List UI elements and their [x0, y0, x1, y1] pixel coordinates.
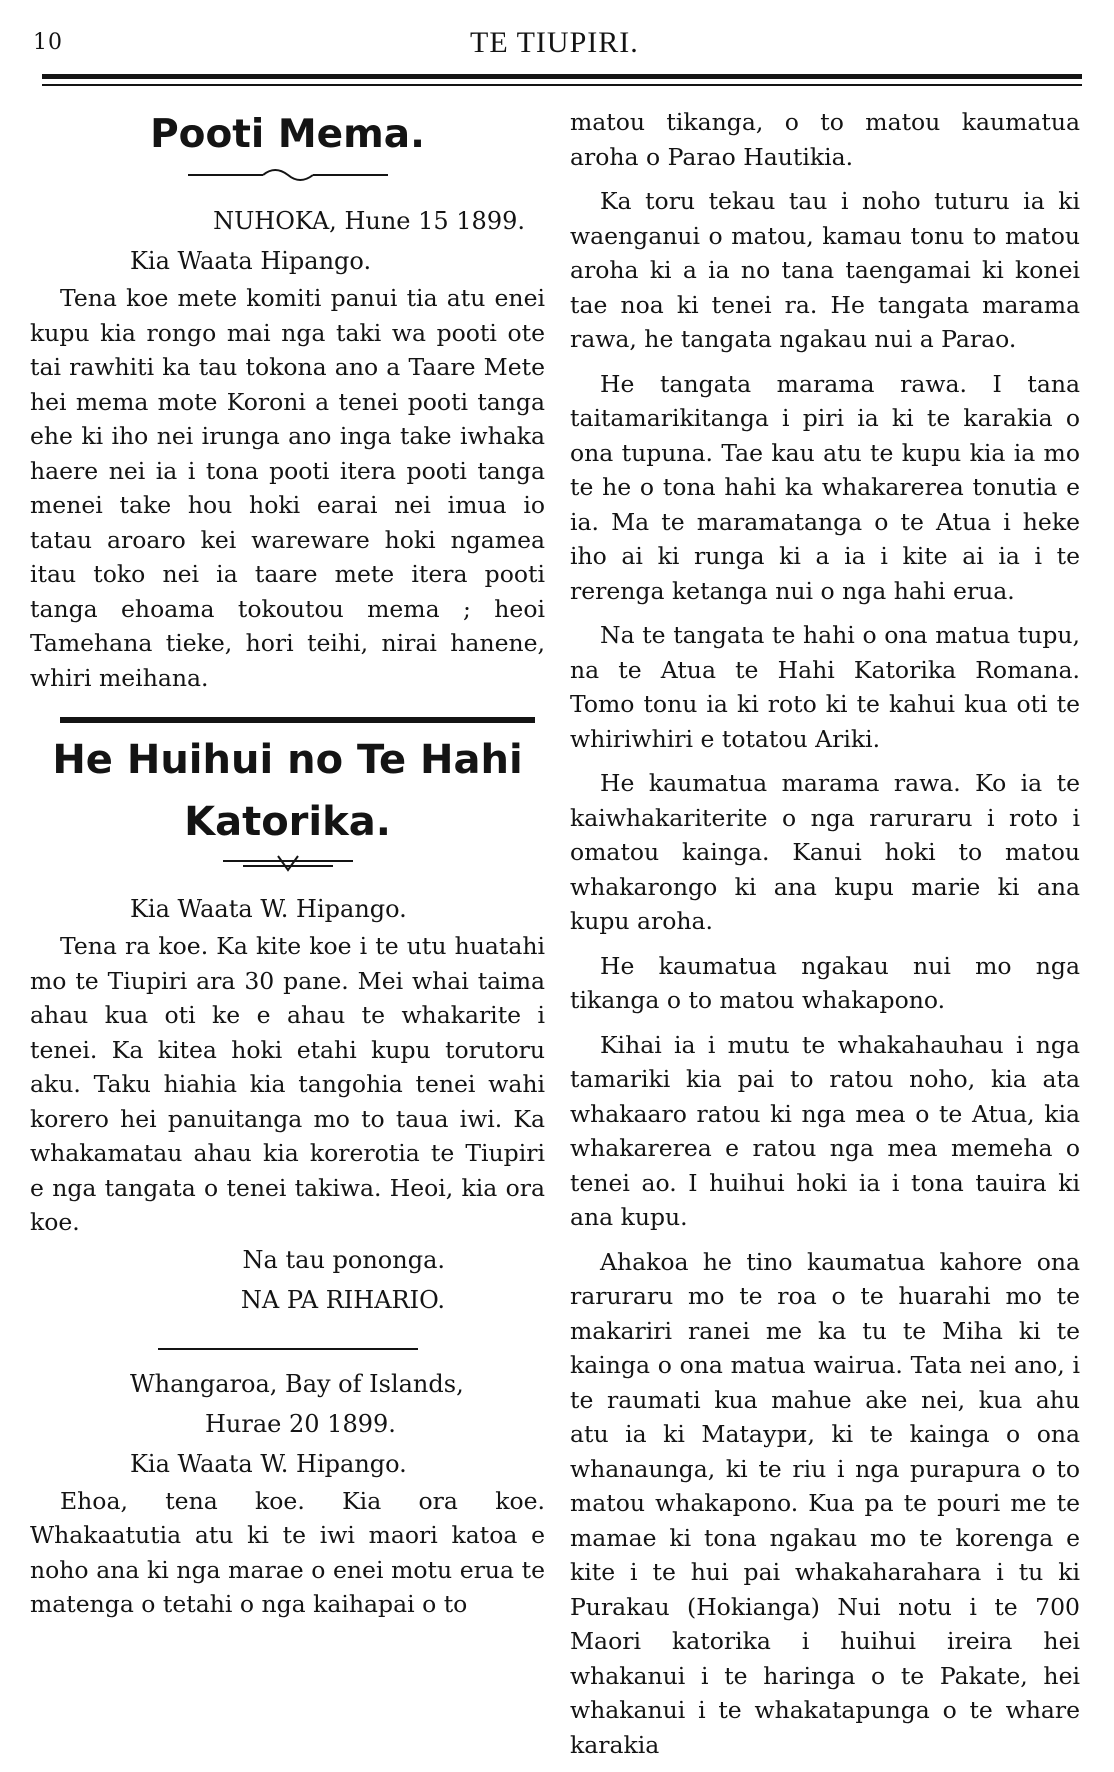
section-rule — [158, 1348, 418, 1350]
paragraph: Ahakoa he tino kaumatua kahore ona raruraru mo te roa o te huarahi mo te makariri ranei me ka tu te Miha ki te kainga o ona matua wairua. Tata nei ano, i te raumati kua mahue ake nei, kua ahu atu ia ki Mataури, ki te kainga o ona whanaunga, ki te riu i nga purapura o to matou whakapono. Kua pa te pouri me te mamae ki tona ngakau mo te korenga e kite i te hui pai whakaharahara i tu ki Purakau (Hokianga) Nui notu i te 700 Maori katorika i huihui ireira hei whakanui i te haringa o te Pakate, hei whakanui i te whakatapunga o te whare karakia — [570, 1247, 1080, 1759]
place-line: Whangaroa, Bay of Islands, — [130, 1369, 464, 1398]
salutation: Kia Waata W. Hipango. — [130, 895, 407, 923]
paragraph: matou tikanga, o to matou kaumatua aroha o Parao Hautikia. — [570, 108, 1080, 171]
date-line: Hurae 20 1899. — [205, 1409, 396, 1438]
ornament-divider — [30, 853, 545, 889]
section-rule — [60, 717, 535, 723]
salutation: Kia Waata Hipango. — [130, 247, 372, 275]
left-column — [30, 105, 545, 1622]
header-rule — [42, 74, 1082, 79]
paragraph: He kaumatua ngakau nui mo nga tikanga o to matou whakapono. — [570, 951, 1080, 1014]
ornament-divider — [30, 165, 545, 201]
paragraph: He kaumatua marama rawa. Ko ia te kaiwhakariterite o nga raruraru i roto i omatou kainga. Kanui hoki to matou whakarongo ki ana kupu marie ki ana kupu aroha. — [570, 769, 1080, 935]
paragraph: He tangata marama rawa. I tana taitamarikitanga i piri ia ki te karakia o ona tupuna. Tae kau atu te kupu kia ia mo te he o tona hahi ka whakarerea tonutia e ia. Ma te maramatanga o te Atua i heke iho ai ki runga ki a ia i kite ai ia i te rerenga ketanga nui o nga hahi erua. — [570, 369, 1080, 605]
paragraph: Kihai ia i mutu te whakahauhau i nga tamariki kia pai to ratou noho, kia ata whakaaro ratou ki nga mea o te Atua, kia whakarerea e ratou nga mea memeha o tenei ao. I huihui hoki ia i tona tauira ki ana kupu. — [570, 1030, 1080, 1231]
header-rule-thin — [42, 84, 1082, 86]
running-title: TE TIUPIRI. — [470, 26, 639, 59]
article-body: Tena koe mete komiti panui tia atu enei kupu kia rongo mai nga taki wa pooti ote tai rawhiti ka tau tokona ano a Taare Mete hei mema mote Koroni a tenei pooti tanga ehe ki iho nei irunga ano inga take iwhaka haere nei ia i tona pooti itera pooti tanga menei take hou hoki earai nei imua io tatau aroaro kei wareware hoki ngamea itau toko nei ia taare mete itera pooti tanga ehoama tokoutou mema ; heoi Tamehana tieke, hori teihi, nirai hanene, whiri meihana. — [30, 284, 545, 692]
paragraph: Ka toru tekau tau i noho tuturu ia ki waenganui o matou, kamau tonu to matou aroha ki a ia no tana taengamai ki konei tae noa ki tenei ra. He tangata marama rawa, he tangata ngakau nui a Parao. — [570, 187, 1080, 353]
signature: NA PA RIHARIO. — [240, 1285, 445, 1314]
article-body: Tena ra koe. Ka kite koe i te utu huatahi mo te Tiupiri ara 30 pane. Mei whai taima ahau kua oti ke e ahau te whakarite i tenei. Ka kitea hoki etahi kupu torutoru aku. Taku hiahia kia tangohia tenei wahi korero hei panuitanga mo to taua iwi. Ka whakamatau ahau kia korerotia te Tiupiri e nga tangata o tenei takiwa. Heoi, kia ora koe. — [30, 932, 545, 1236]
article-title-line1: He Huihui no Te Hahi — [52, 737, 523, 783]
salutation: Kia Waata W. Hipango. — [130, 1449, 407, 1478]
closing: Na tau pononga. — [242, 1245, 445, 1274]
page-number: 10 — [33, 30, 63, 55]
article-title-line2: Katorika. — [184, 799, 391, 845]
article-title-pooti-mema: Pooti Mema. — [150, 112, 425, 157]
article-body: Ehoa, tena koe. Kia ora koe. Whakaatutia atu ki te iwi maori katoa e noho ana ki nga marae o enei motu erua te matenga o tetahi o nga kaihapai o to — [30, 1486, 545, 1618]
right-column — [570, 105, 1080, 1772]
page-header — [0, 22, 1114, 62]
dateline: NUHOKA, Hune 15 1899. — [213, 207, 525, 235]
paragraph: Na te tangata te hahi o ona matua tupu, na te Atua te Hahi Katorika Romana. Tomo tonu ia ki roto ki te kahui kua oti te whiriwhiri e totatou Ariki. — [570, 621, 1080, 753]
